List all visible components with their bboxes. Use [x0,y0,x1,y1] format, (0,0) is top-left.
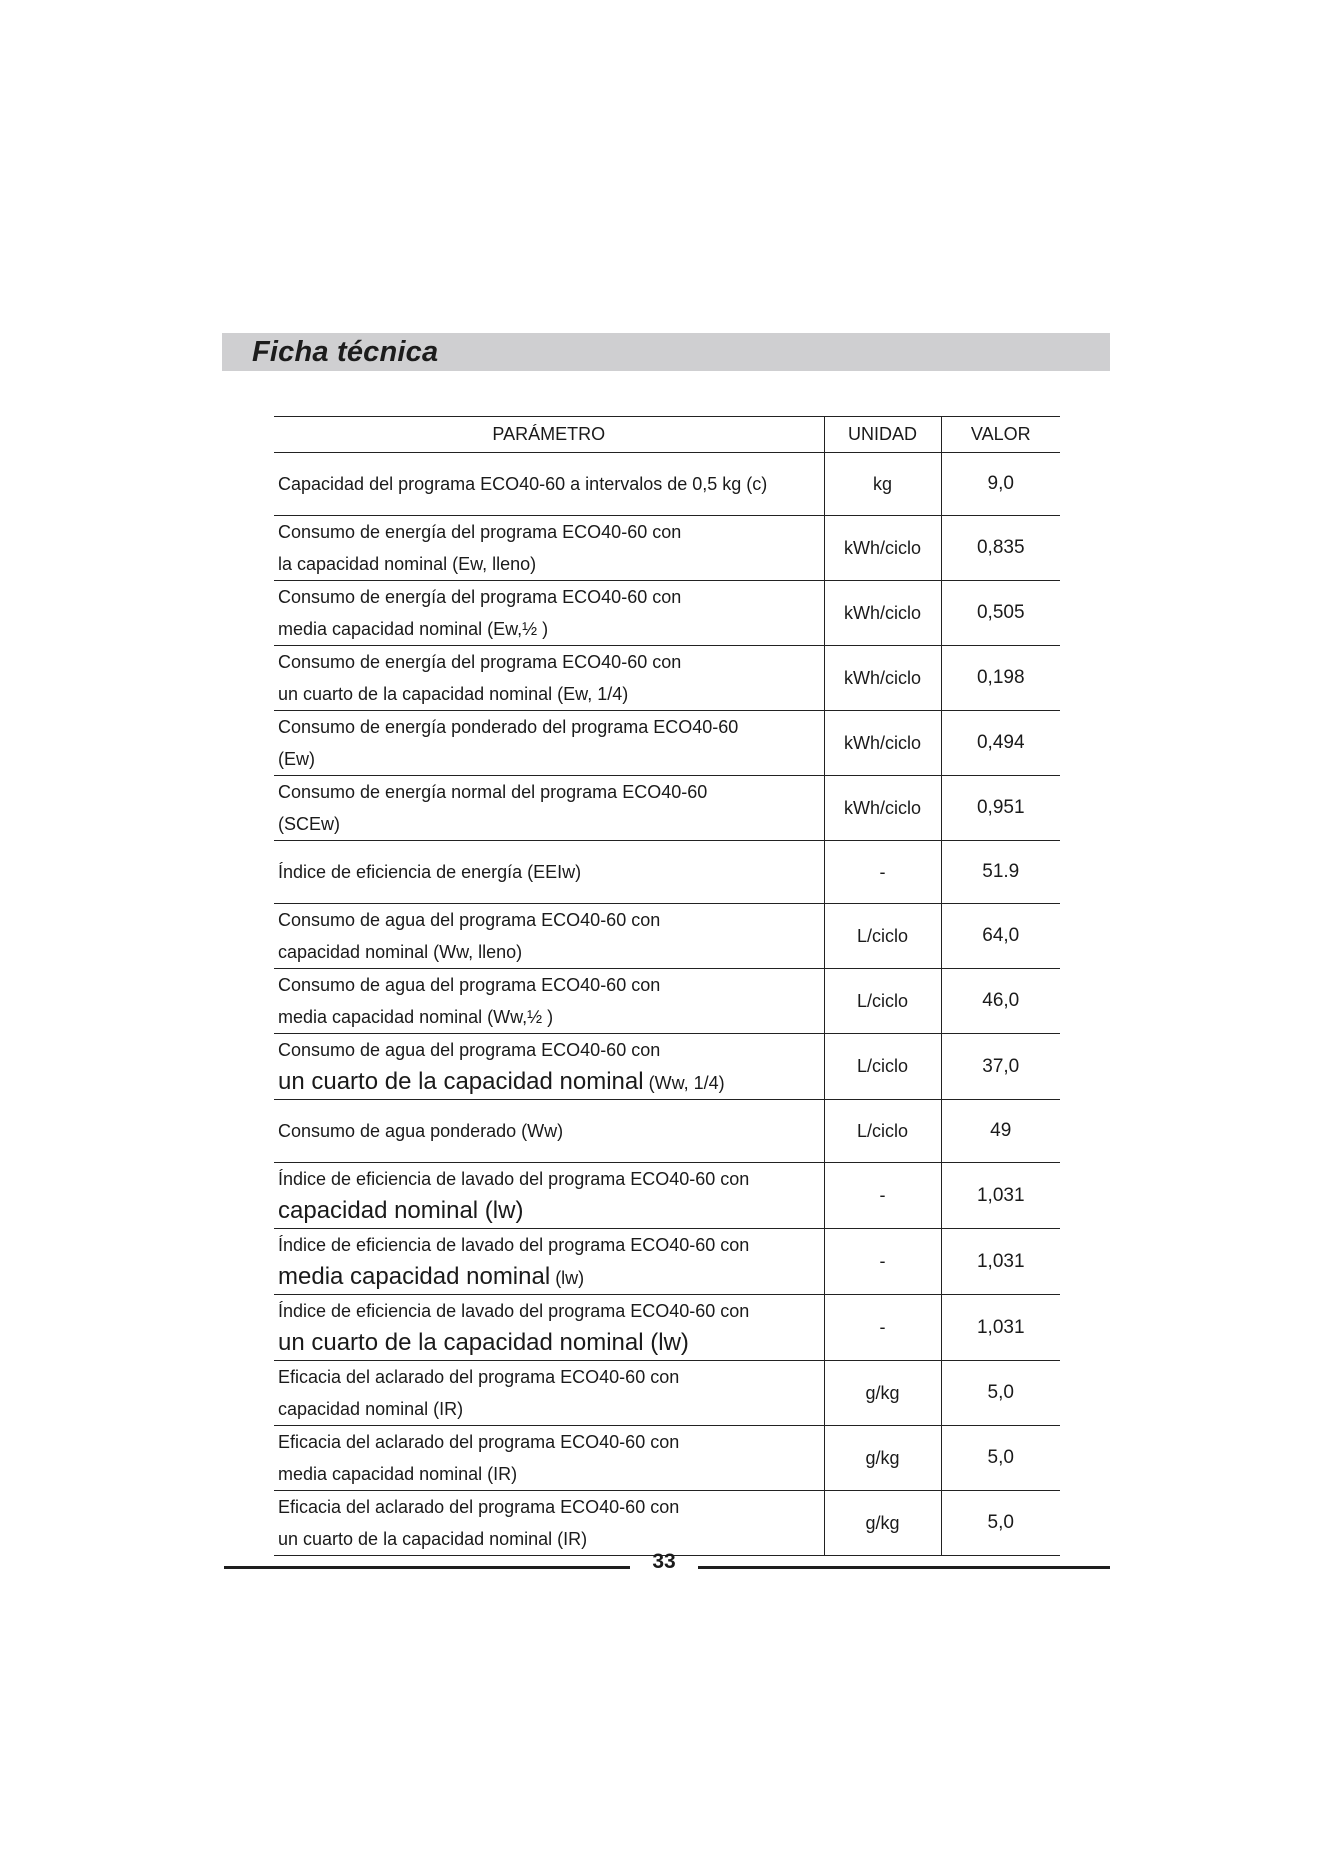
parameter-line-2-text: (Ew) [278,749,315,769]
parameter-line-1: Consumo de agua ponderado (Ww) [278,1121,564,1141]
value-cell: 9,0 [941,453,1060,516]
parameter-line-2-text: la capacidad nominal (Ew, lleno) [278,554,537,574]
parameter-line-2-text: (Ww, 1/4) [648,1073,725,1093]
unit-cell: kWh/ciclo [824,776,941,841]
parameter-line-1: Eficacia del aclarado del programa ECO40-60 con [278,1497,680,1517]
value-cell: 0,198 [941,646,1060,711]
parameter-cell [274,841,824,904]
parameter-cell [274,581,824,646]
value-cell: 37,0 [941,1034,1060,1100]
parameter-line-2 [278,1523,824,1555]
unit-cell: - [824,1229,941,1295]
value-cell: 0,494 [941,711,1060,776]
table-row [274,646,1060,711]
value-cell: 5,0 [941,1361,1060,1426]
parameter-line-1: Consumo de agua del programa ECO40-60 con [278,1040,661,1060]
table-row [274,1491,1060,1556]
parameter-cell [274,904,824,969]
parameter-line-2-text: un cuarto de la capacidad nominal (Ew, 1/4) [278,684,629,704]
unit-cell: - [824,1295,941,1361]
unit-cell: L/ciclo [824,1034,941,1100]
value-cell: 5,0 [941,1491,1060,1556]
unit-cell: kWh/ciclo [824,581,941,646]
parameter-line-2-text: un cuarto de la capacidad nominal (IR) [278,1529,588,1549]
section-title: Ficha técnica [252,336,439,368]
parameter-line-2 [278,1195,824,1228]
unit-cell: kWh/ciclo [824,516,941,581]
unit-cell: - [824,1163,941,1229]
footer-rule-left [224,1566,630,1569]
parameter-line-2 [278,1001,824,1033]
table-row [274,1229,1060,1295]
table-header-row [274,417,1060,453]
parameter-line-2-text: (SCEw) [278,814,340,834]
parameter-cell [274,1491,824,1556]
parameter-line-2 [278,808,824,840]
table-row [274,1163,1060,1229]
parameter-line-1: Índice de eficiencia de energía (EEIw) [278,862,582,882]
parameter-line-2-text: media capacidad nominal (Ww,½ ) [278,1007,554,1027]
value-cell: 0,951 [941,776,1060,841]
technical-specs-table [274,416,1060,1556]
parameter-line-2-text: capacidad nominal (Ww, lleno) [278,942,523,962]
value-cell: 0,505 [941,581,1060,646]
unit-cell: - [824,841,941,904]
table-row [274,1034,1060,1100]
parameter-line-1: Consumo de agua del programa ECO40-60 con [278,975,661,995]
value-cell: 46,0 [941,969,1060,1034]
table-row [274,581,1060,646]
parameter-line-1: Consumo de energía normal del programa ECO40-60 [278,782,708,802]
table-row [274,516,1060,581]
parameter-line-1: Capacidad del programa ECO40-60 a intervalos de 0,5 kg (c) [278,474,768,494]
value-cell: 1,031 [941,1229,1060,1295]
value-cell: 0,835 [941,516,1060,581]
table-row [274,1295,1060,1361]
unit-cell: kg [824,453,941,516]
unit-cell: kWh/ciclo [824,711,941,776]
parameter-cell [274,1295,824,1361]
column-header-unit: UNIDAD [824,417,941,453]
parameter-line-1: Consumo de agua del programa ECO40-60 con [278,910,661,930]
parameter-line-2 [278,1066,824,1099]
unit-cell: g/kg [824,1426,941,1491]
parameter-line-2 [278,1261,824,1294]
value-cell: 5,0 [941,1426,1060,1491]
parameter-line-2 [278,1393,824,1425]
parameter-line-2 [278,1458,824,1490]
footer-rule-right [698,1566,1110,1569]
parameter-cell [274,1229,824,1295]
parameter-line-1: Índice de eficiencia de lavado del programa ECO40-60 con [278,1235,750,1255]
table-row [274,1361,1060,1426]
unit-cell: g/kg [824,1361,941,1426]
parameter-cell [274,516,824,581]
value-cell: 64,0 [941,904,1060,969]
table-row [274,711,1060,776]
parameter-line-2 [278,678,824,710]
parameter-line-1: Índice de eficiencia de lavado del programa ECO40-60 con [278,1301,750,1321]
parameter-line-2 [278,613,824,645]
parameter-line-2-large: capacidad nominal (lw) [278,1197,524,1224]
parameter-line-1: Consumo de energía ponderado del programa ECO40-60 [278,717,739,737]
unit-cell: L/ciclo [824,1100,941,1163]
parameter-line-2-text: (lw) [555,1268,585,1288]
table-row [274,453,1060,516]
table-row [274,1426,1060,1491]
parameter-line-2-text: media capacidad nominal (IR) [278,1464,518,1484]
table-row [274,776,1060,841]
unit-cell: kWh/ciclo [824,646,941,711]
parameter-cell [274,1034,824,1100]
value-cell: 49 [941,1100,1060,1163]
table-row [274,841,1060,904]
parameter-line-1: Consumo de energía del programa ECO40-60 con [278,587,682,607]
parameter-line-1: Consumo de energía del programa ECO40-60 con [278,652,682,672]
parameter-line-2-text: capacidad nominal (IR) [278,1399,464,1419]
parameter-cell [274,646,824,711]
unit-cell: L/ciclo [824,904,941,969]
parameter-line-2 [278,936,824,968]
parameter-line-2-large: un cuarto de la capacidad nominal (lw) [278,1329,689,1356]
unit-cell: g/kg [824,1491,941,1556]
table-row [274,969,1060,1034]
section-title-bar [222,333,1110,371]
parameter-cell [274,711,824,776]
parameter-cell [274,1100,824,1163]
parameter-line-1: Consumo de energía del programa ECO40-60 con [278,522,682,542]
page-number: 33 [652,1550,676,1573]
parameter-cell [274,776,824,841]
value-cell: 51.9 [941,841,1060,904]
parameter-line-1: Índice de eficiencia de lavado del programa ECO40-60 con [278,1169,750,1189]
table-row [274,904,1060,969]
parameter-cell [274,1361,824,1426]
parameter-cell [274,969,824,1034]
parameter-line-2-large: un cuarto de la capacidad nominal [278,1068,644,1095]
parameter-line-2 [278,743,824,775]
unit-cell: L/ciclo [824,969,941,1034]
parameter-line-2-text: media capacidad nominal (Ew,½ ) [278,619,549,639]
value-cell: 1,031 [941,1295,1060,1361]
parameter-cell [274,1426,824,1491]
table-row [274,1100,1060,1163]
parameter-line-1: Eficacia del aclarado del programa ECO40-60 con [278,1432,680,1452]
parameter-line-2-large: media capacidad nominal [278,1263,551,1290]
parameter-cell [274,453,824,516]
column-header-value: VALOR [941,417,1060,453]
parameter-cell [274,1163,824,1229]
column-header-parameter: PARÁMETRO [274,417,824,453]
value-cell: 1,031 [941,1163,1060,1229]
parameter-line-2 [278,548,824,580]
parameter-line-1: Eficacia del aclarado del programa ECO40-60 con [278,1367,680,1387]
parameter-line-2 [278,1327,824,1360]
